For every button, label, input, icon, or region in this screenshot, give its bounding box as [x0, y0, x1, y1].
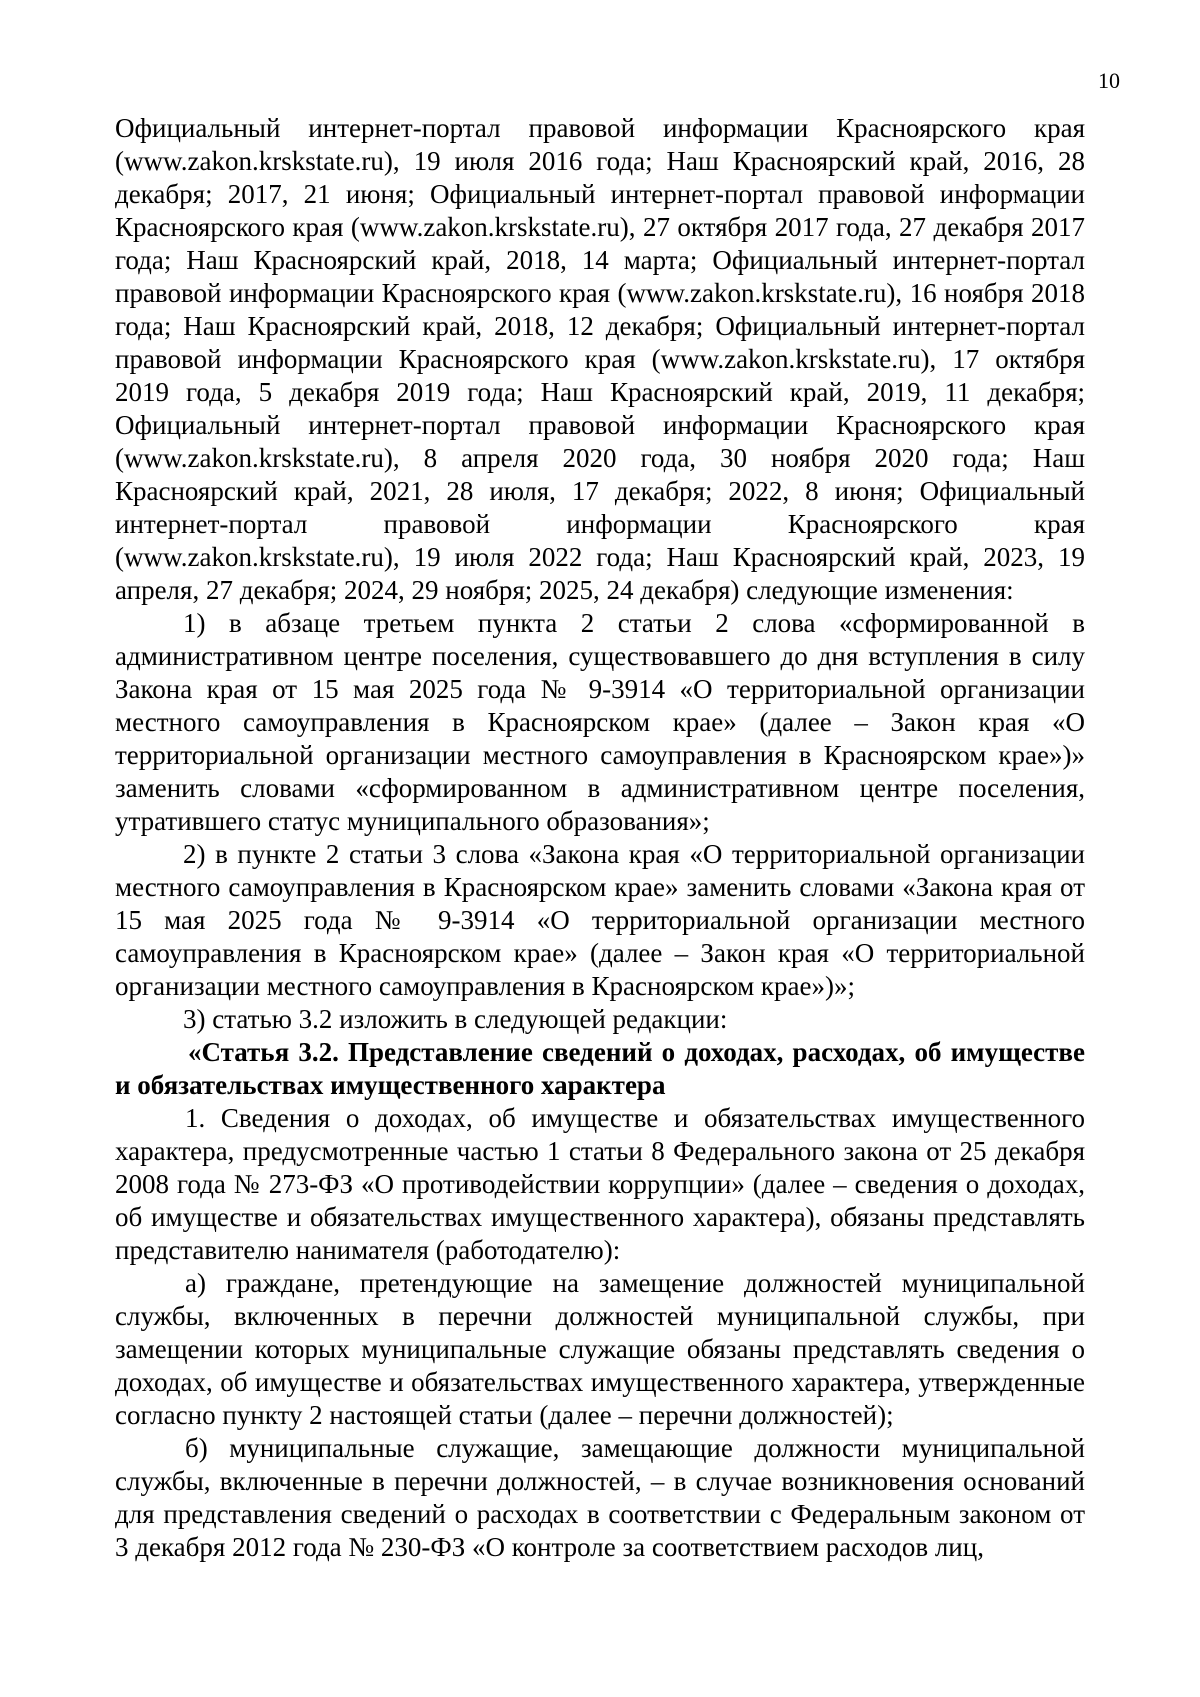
paragraph-item-1: 1) в абзаце третьем пункта 2 статьи 2 слова «сформированной в административном центре поселения, существовавшего до дня вступления в силу Закона края от 15 мая 2025 года № 9-3914 «О территориальной организации местного самоуправления в Красноярском крае» (далее – Закон края «О территориальной организации местного самоуправления в Красноярском крае»)» заменить словами «сформированном в административном центре поселения, утратившего статус муниципального образования»; — [115, 608, 1085, 836]
paragraph-item-3: 3) статью 3.2 изложить в следующей редакции: — [183, 1004, 728, 1034]
article-paragraph-1: 1. Сведения о доходах, об имуществе и обязательствах имущественного характера, предусмотренные частью 1 статьи 8 Федерального закона от 25 декабря 2008 года № 273-ФЗ «О противодействии коррупции» (далее – сведения о доходах, об имуществе и обязательствах имущественного характера), обязаны представлять представителю нанимателя (работодателю): — [115, 1103, 1085, 1265]
paragraph-item-2: 2) в пункте 2 статьи 3 слова «Закона края «О территориальной организации местного самоуправления в Красноярском крае» заменить словами «Закона края от 15 мая 2025 года № 9-3914 «О территориальной организации местного самоуправления в Красноярском крае» (далее – Закон края «О территориальной организации местного самоуправления в Красноярском крае»)»; — [115, 839, 1085, 1001]
page-number: 10 — [1098, 68, 1120, 93]
article-paragraph-a: а) граждане, претендующие на замещение должностей муниципальной службы, включенных в перечни должностей муниципальной службы, при замещении которых муниципальные служащие обязаны представлять сведения о доходах, об имуществе и обязательствах имущественного характера, утвержденные согласно пункту 2 настоящей статьи (далее – перечни должностей); — [115, 1268, 1085, 1430]
article-paragraph-b: б) муниципальные служащие, замещающие должности муниципальной службы, включенные в перечни должностей, – в случае возникновения оснований для представления сведений о расходах в соответствии с Федеральным законом от 3 декабря 2012 года № 230-ФЗ «О контроле за соответствием расходов лиц, — [115, 1433, 1085, 1562]
article-title: «Статья 3.2. Представление сведений о доходах, расходах, об имуществе и обязательствах имущественного характера — [115, 1037, 1085, 1100]
document-body — [115, 112, 1085, 1564]
paragraph-publication-sources: Официальный интернет-портал правовой информации Красноярского края (www.zakon.krskstate.ru), 19 июля 2016 года; Наш Красноярский край, 2016, 28 декабря; 2017, 21 июня; Официальный интернет-портал правовой информации Красноярского края (www.zakon.krskstate.ru), 27 октября 2017 года, 27 декабря 2017 года; Наш Красноярский край, 2018, 14 марта; Официальный интернет-портал правовой информации Красноярского края (www.zakon.krskstate.ru), 16 ноября 2018 года; Наш Красноярский край, 2018, 12 декабря; Официальный интернет-портал правовой информации Красноярского края (www.zakon.krskstate.ru), 17 октября 2019 года, 5 декабря 2019 года; Наш Красноярский край, 2019, 11 декабря; Официальный интернет-портал правовой информации Красноярского края (www.zakon.krskstate.ru), 8 апреля 2020 года, 30 ноября 2020 года; Наш Красноярский край, 2021, 28 июля, 17 декабря; 2022, 8 июня; Официальный интернет-портал правовой информации Красноярского края (www.zakon.krskstate.ru), 19 июля 2022 года; Наш Красноярский край, 2023, 19 апреля, 27 декабря; 2024, 29 ноября; 2025, 24 декабря) следующие изменения: — [115, 113, 1085, 605]
